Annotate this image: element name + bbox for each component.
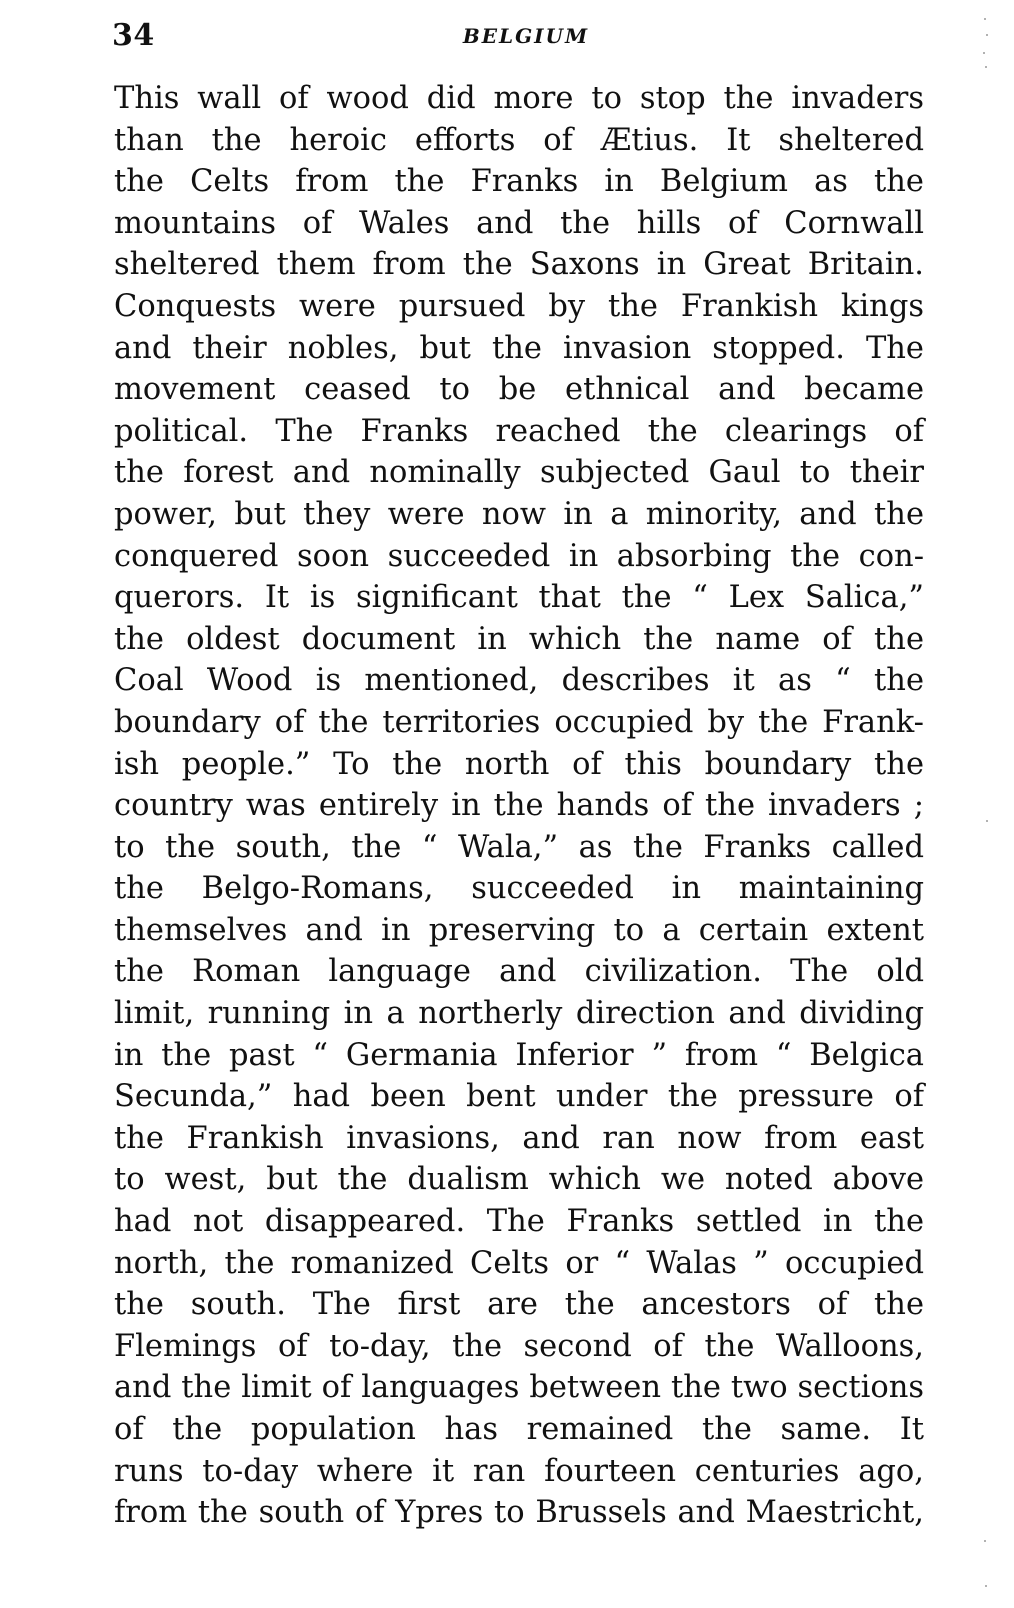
text-line: country was entirely in the hands of the invaders ; <box>114 788 924 824</box>
scan-speck <box>986 820 988 822</box>
text-line: of the population has remained the same. It <box>114 1412 924 1447</box>
text-line: ish people.” To the north of this boundary the <box>114 746 924 782</box>
text-line: political. The Franks reached the clearings of <box>114 413 924 449</box>
scan-speck <box>984 1540 986 1542</box>
scan-speck <box>986 34 988 36</box>
text-line: to west, but the dualism which we noted above <box>114 1162 924 1198</box>
text-line: power, but they were now in a minority, and the <box>114 496 924 532</box>
text-line: from the south of Ypres to Brussels and Maestricht, <box>114 1495 924 1531</box>
text-line: north, the romanized Celts or “ Walas ” occupied <box>114 1245 924 1281</box>
text-line: querors. It is significant that the “ Lex Salica,” <box>114 580 924 616</box>
text-line: movement ceased to be ethnical and became <box>114 372 924 408</box>
text-line: and the limit of languages between the two sections <box>114 1370 924 1406</box>
text-line: conquered soon succeeded in absorbing the con- <box>114 538 924 574</box>
scan-speck <box>983 52 985 54</box>
text-line: in the past “ Germania Inferior ” from “ Belgica <box>114 1037 924 1073</box>
text-line: sheltered them from the Saxons in Great Britain. <box>114 247 924 283</box>
scan-speck <box>985 66 987 68</box>
text-line: the Frankish invasions, and ran now from east <box>114 1120 924 1156</box>
running-head <box>112 14 940 58</box>
text-line: the Roman language and civilization. The old <box>114 954 924 990</box>
text-line: the forest and nominally subjected Gaul to their <box>114 455 924 491</box>
text-line: Conquests were pursued by the Frankish kings <box>114 288 924 324</box>
text-line: than the heroic efforts of Ætius. It sheltered <box>114 122 924 158</box>
body-text <box>114 78 924 1534</box>
scan-speck <box>985 1585 987 1587</box>
text-line: and their nobles, but the invasion stopped. The <box>114 330 924 366</box>
text-line: to the south, the “ Wala,” as the Franks called <box>114 829 924 865</box>
text-line: the south. The first are the ancestors of the <box>114 1287 924 1323</box>
text-line: mountains of Wales and the hills of Cornwall <box>114 205 924 241</box>
running-title: BELGIUM <box>462 24 590 48</box>
text-line: boundary of the territories occupied by the Frank- <box>114 704 924 740</box>
text-line: the oldest document in which the name of the <box>114 621 924 657</box>
text-line: Secunda,” had been bent under the pressure of <box>114 1079 924 1115</box>
text-line: runs to-day where it ran fourteen centuries ago, <box>114 1453 924 1489</box>
text-line: had not disappeared. The Franks settled in the <box>114 1204 924 1240</box>
text-line: the Belgo-Romans, succeeded in maintaining <box>114 871 924 907</box>
text-line: the Celts from the Franks in Belgium as the <box>114 164 924 200</box>
text-line: Flemings of to-day, the second of the Walloons, <box>114 1328 924 1364</box>
text-line: themselves and in preserving to a certain extent <box>114 912 924 948</box>
page-number: 34 <box>112 18 155 53</box>
text-line: limit, running in a northerly direction and dividing <box>114 996 924 1032</box>
text-line: Coal Wood is mentioned, describes it as “ the <box>114 663 924 699</box>
scan-speck <box>984 18 986 20</box>
text-line: This wall of wood did more to stop the invaders <box>114 81 924 116</box>
